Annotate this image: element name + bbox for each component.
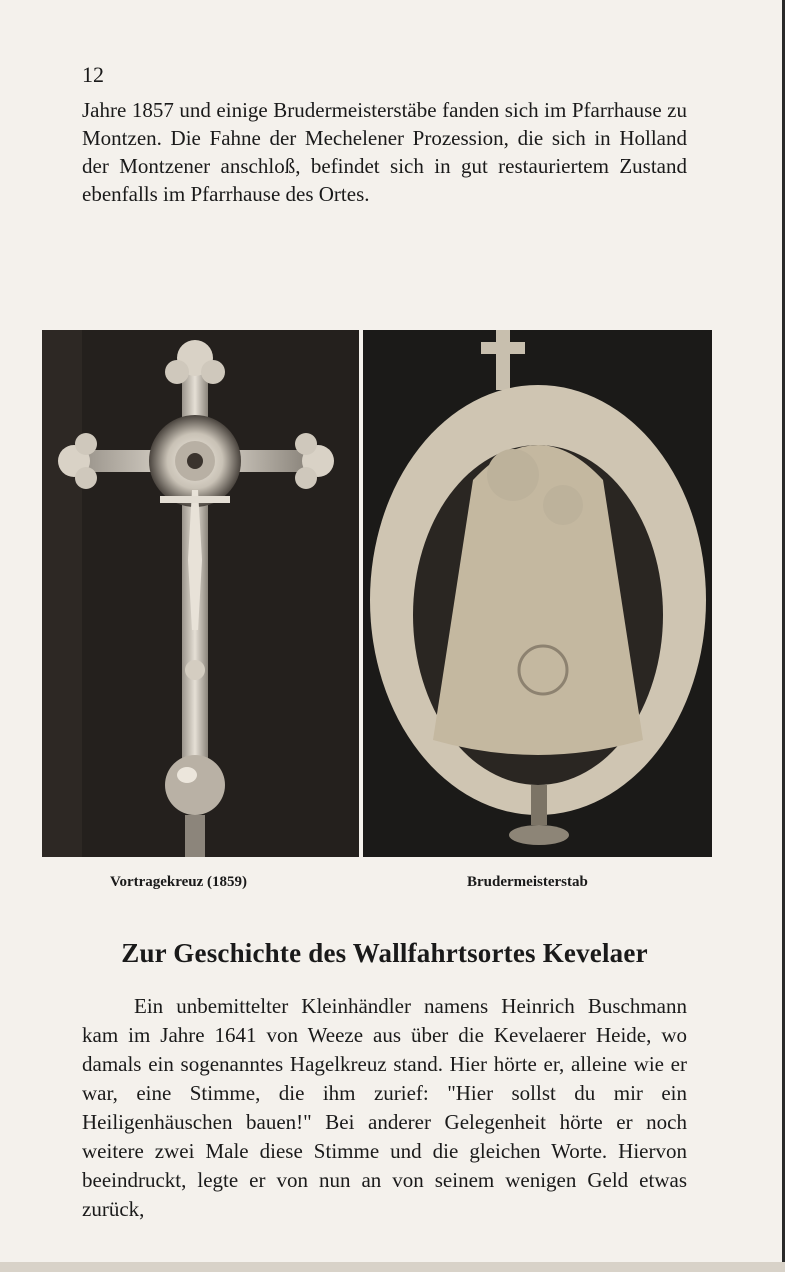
caption-brudermeister-staff: Brudermeisterstab <box>467 874 588 890</box>
body-paragraph: Ein unbemittelter Kleinhändler namens Heinrich Buschmann kam im Jahre 1641 von Weeze aus über die Kevelaerer Heide, wo damals ein sogenanntes Hagelkreuz stand. Hier hörte er, alleine wie er war, eine Stimme, die ihm zurief: "Hier sollst du mir ein Heiligenhäuschen bauen!" Bei anderer Gelegenheit hörte er noch weitere zwei Male diese Stimme und die gleichen Worte. Hiervon beeindruckt, legte er von nun an von seinem wenigen Geld etwas zurück, <box>82 994 687 1221</box>
brudermeister-staff-image <box>363 330 712 857</box>
processional-cross-image <box>42 330 359 857</box>
section-heading: Zur Geschichte des Wallfahrtsortes Kevelaer <box>121 938 648 968</box>
page-number: 12 <box>82 62 104 87</box>
page-bottom-edge <box>0 1262 785 1272</box>
brudermeister-staff-photo <box>363 330 712 857</box>
caption-processional-cross: Vortragekreuz (1859) <box>110 874 248 890</box>
intro-paragraph: Jahre 1857 und einige Brudermeisterstäbe fanden sich im Pfarrhause zu Montzen. Die Fahne der Mechelener Prozession, die sich in Holland der Montzener anschloß, befindet sich in gut restauriertem Zustand ebenfalls im Pfarrhause des Ortes. <box>82 98 687 206</box>
processional-cross-photo <box>42 330 359 857</box>
